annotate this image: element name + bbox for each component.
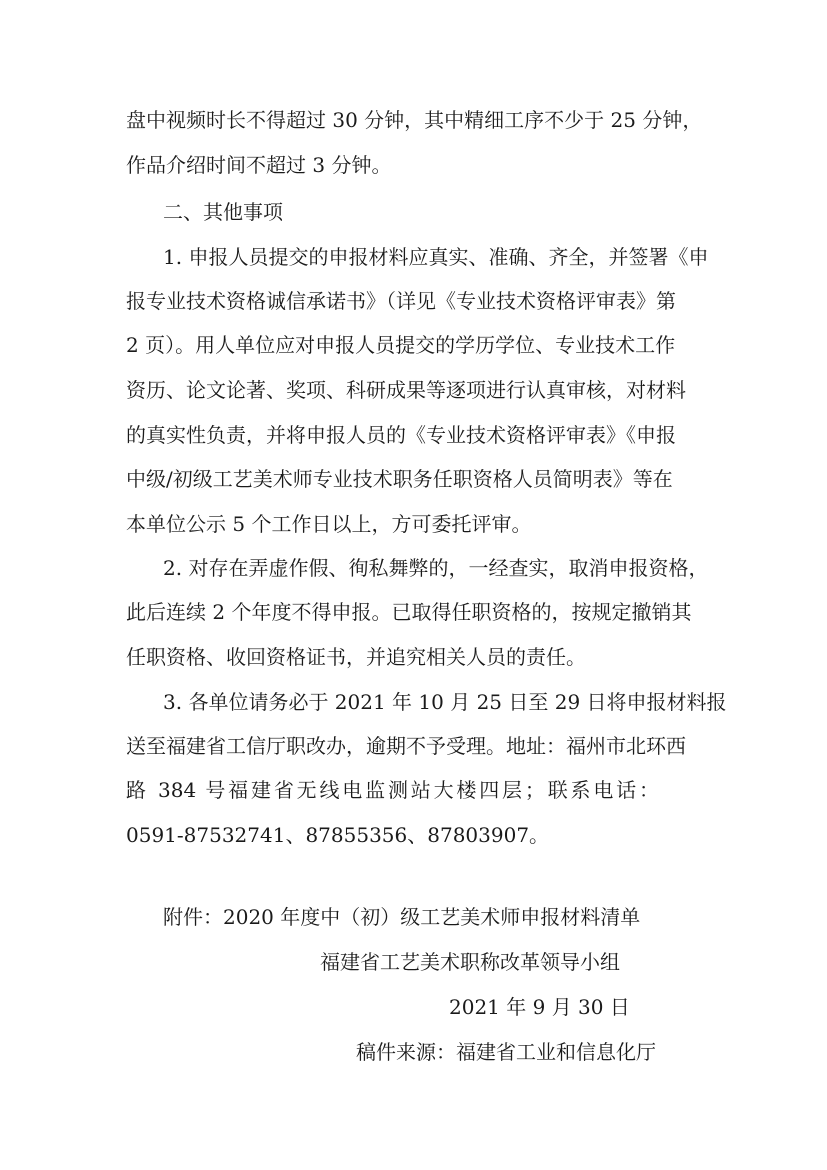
- signature-date: 2021 年 9 月 30 日: [449, 995, 630, 1019]
- body-line: 的真实性负责，并将申报人员的《专业技术资格评审表》《申报: [126, 423, 676, 447]
- source-note: 稿件来源：福建省工业和信息化厅: [356, 1040, 656, 1064]
- signature-org: 福建省工艺美术职称改革领导小组: [320, 950, 620, 974]
- body-line: 任职资格、收回资格证书，并追究相关人员的责任。: [126, 645, 586, 669]
- body-line: 报专业技术资格诚信承诺书》（详见《专业技术资格评审表》第: [126, 289, 676, 313]
- body-line: 送至福建省工信厅职改办，逾期不予受理。地址：福州市北环西: [126, 734, 686, 758]
- body-line: 盘中视频时长不得超过 30 分钟，其中精细工序不少于 25 分钟，: [126, 108, 703, 132]
- section-heading: 二、其他事项: [163, 200, 283, 224]
- body-line: 3. 各单位请务必于 2021 年 10 月 25 日至 29 日将申报材料报: [163, 690, 727, 714]
- body-line: 2 页）。用人单位应对申报人员提交的学历学位、专业技术工作: [126, 333, 676, 357]
- body-line: 本单位公示 5 个工作日以上，方可委托评审。: [126, 512, 532, 536]
- body-line: 路 384 号福建省无线电监测站大楼四层；联系电话：: [126, 778, 659, 802]
- body-line: 作品介绍时间不超过 3 分钟。: [126, 153, 392, 177]
- body-line: 2. 对存在弄虚作假、徇私舞弊的，一经查实，取消申报资格，: [163, 556, 709, 580]
- attachment-note: 附件：2020 年度中（初）级工艺美术师申报材料清单: [163, 905, 641, 929]
- body-line: 1. 申报人员提交的申报材料应真实、准确、齐全，并签署《申: [163, 245, 709, 269]
- body-line: 资历、论文论著、奖项、科研成果等逐项进行认真审核，对材料: [126, 378, 686, 402]
- body-line: 0591-87532741、87855356、87803907。: [126, 823, 550, 847]
- body-line: 此后连续 2 个年度不得申报。已取得任职资格的，按规定撤销其: [126, 600, 692, 624]
- body-line: 中级/初级工艺美术师专业技术职务任职资格人员简明表》等在: [126, 467, 673, 491]
